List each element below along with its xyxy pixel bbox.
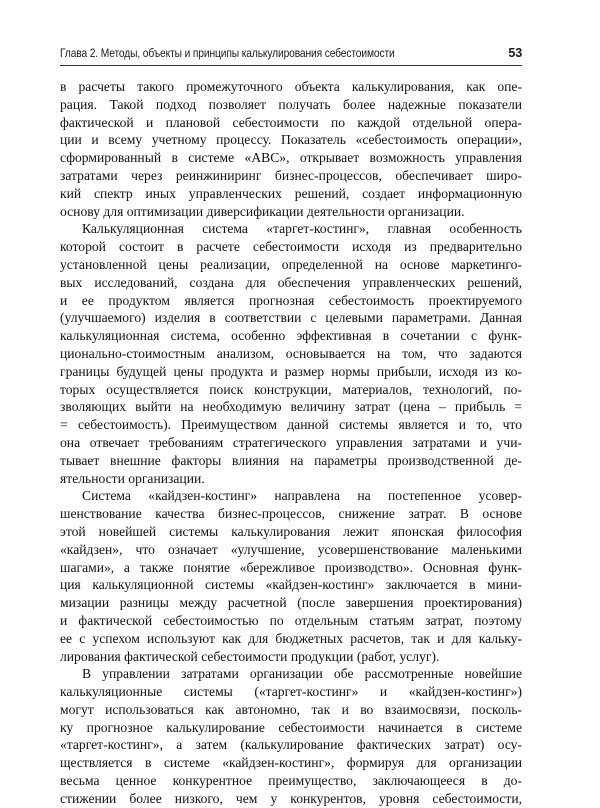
text-line: затратами через реинжиниринг бизнес-процессов, обеспечивает широ- bbox=[60, 167, 522, 183]
text-line: ции и всему учетному процессу. Показатель «себестоимость операции», bbox=[60, 132, 522, 148]
page-number: 53 bbox=[508, 46, 522, 60]
text-line: этой новейшей системы калькулирования лежит японская философия bbox=[60, 523, 522, 539]
text-line: шагами», а также понятие «бережливое производство». Основная функ- bbox=[60, 559, 522, 575]
text-line: вых исследований, создана для обеспечения управленческих решений, bbox=[60, 274, 522, 290]
text-line: основу для оптимизации диверсификации деятельности организации. bbox=[60, 203, 465, 219]
paragraph bbox=[60, 78, 522, 220]
text-line: весьма ценное конкурентное преимущество, заключающееся в до- bbox=[60, 773, 522, 789]
body-text bbox=[60, 78, 522, 808]
paragraph bbox=[60, 487, 522, 665]
text-line: и фактической себестоимостью по отдельным статьям затрат, поэтому bbox=[60, 612, 522, 628]
text-line: ее с успехом используют как для бюджетных расчетов, так и для кальку- bbox=[60, 630, 522, 646]
text-line: стижении более низкого, чем у конкурентов, уровня себестоимости, bbox=[60, 790, 522, 806]
paragraph bbox=[60, 220, 522, 487]
text-line: калькуляционная система, особенно эффективная в сочетании с функ- bbox=[60, 328, 522, 344]
text-line: сформированный в системе «АВС», открывает возможность управления bbox=[60, 150, 522, 166]
text-line: ку прогнозное калькулирование себестоимости начинается в системе bbox=[60, 719, 522, 735]
text-line: ществляется в системе «кайдзен-костинг», формируя для организации bbox=[60, 755, 522, 771]
text-line: и ее продуктом является прогнозная себестоимость проектируемого bbox=[60, 292, 522, 308]
text-line: В управлении затратами организации обе рассмотренные новейшие bbox=[82, 666, 522, 682]
text-line: «кайдзен», что означает «улучшение, усовершенствование маленькими bbox=[60, 541, 522, 557]
text-line: могут использоваться как автономно, так и во взаимосвязи, посколь- bbox=[60, 701, 522, 717]
text-line: ционально-стоимостным анализом, основывается на том, что задаются bbox=[60, 345, 522, 361]
text-line: торых осуществляется поиск конструкции, материалов, технологий, по- bbox=[60, 381, 522, 397]
header-rule bbox=[60, 65, 522, 66]
text-line: которой состоит в расчете себестоимости исходя из предварительно bbox=[60, 239, 522, 255]
text-line: фактической и плановой себестоимости по каждой отдельной опера- bbox=[60, 114, 522, 130]
text-line: установленной цены реализации, определенной на основе маркетинго- bbox=[60, 256, 522, 272]
text-line: ция калькуляционной системы «кайдзен-костинг» заключается в мини- bbox=[60, 577, 522, 593]
text-line: (улучшаемого) изделия в соответствии с целевыми параметрами. Данная bbox=[60, 310, 522, 326]
text-line: мизации разницы между расчетной (после завершения проектирования) bbox=[60, 595, 522, 611]
text-line: она отвечает требованиям стратегического управления затратами и учи- bbox=[60, 434, 522, 450]
text-line: Система «кайдзен-костинг» направлена на постепенное усовер- bbox=[82, 488, 522, 504]
text-line: шенствование качества бизнес-процессов, снижение затрат. В основе bbox=[60, 506, 522, 522]
text-line: зволяющих выйти на необходимую величину затрат (цена – прибыль = bbox=[60, 399, 522, 415]
paragraph bbox=[60, 665, 522, 807]
text-line: тывает внешние факторы влияния на параметры производственной де- bbox=[60, 452, 522, 468]
text-line: = себестоимость). Преимуществом данной системы является и то, что bbox=[60, 417, 522, 433]
text-line: рация. Такой подход позволяет получать более надежные показатели bbox=[60, 96, 522, 112]
text-line: «таргет-костинг», а затем (калькулирование фактических затрат) осу- bbox=[60, 737, 522, 753]
text-line: ятельности организации. bbox=[60, 470, 205, 486]
text-line: лирования фактической себестоимости продукции (работ, услуг). bbox=[60, 648, 440, 664]
text-line: калькуляционные системы («таргет-костинг» и «кайдзен-костинг») bbox=[60, 684, 522, 700]
chapter-title: Глава 2. Методы, объекты и принципы калькулирования себестоимости bbox=[60, 46, 395, 60]
running-header bbox=[60, 46, 522, 64]
text-line: границы будущей цены продукта и размер нормы прибыли, исходя из ко- bbox=[60, 363, 522, 379]
text-line: в расчеты такого промежуточного объекта калькулирования, как опе- bbox=[60, 79, 522, 94]
text-line: Калькуляционная система «таргет-костинг», главная особенность bbox=[82, 221, 522, 237]
text-line: кий спектр иных управленческих решений, создает информационную bbox=[60, 185, 522, 201]
